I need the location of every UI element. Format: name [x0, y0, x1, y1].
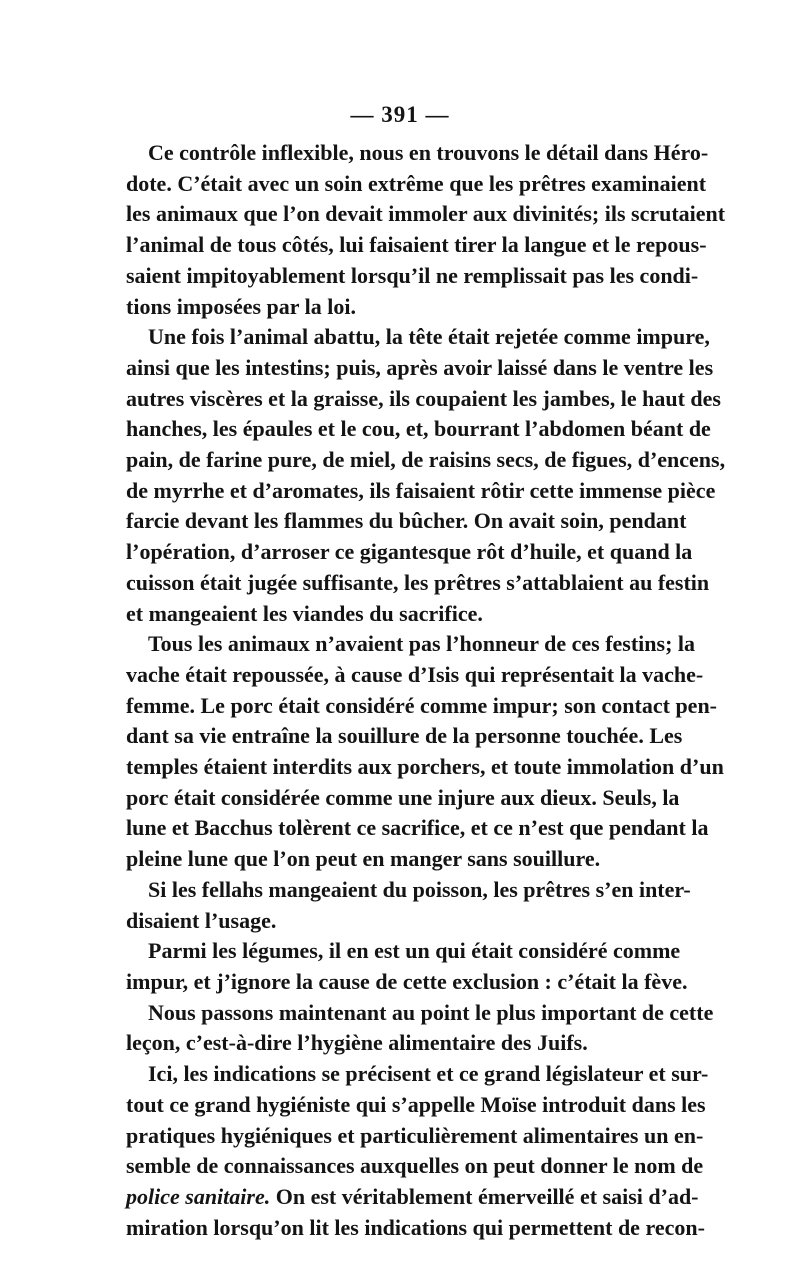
text-line: leçon, c’est-à-dire l’hygiène alimentaire des Juifs.	[126, 1030, 588, 1056]
paragraph-4	[126, 875, 691, 936]
paragraph-5	[126, 936, 688, 997]
paragraph-3	[126, 629, 724, 875]
text-line: Si les fellahs mangeaient du poisson, les prêtres s’en inter-	[148, 876, 691, 902]
text-line: impur, et j’ignore la cause de cette exclusion : c’était la fève.	[126, 968, 688, 994]
text-line: pain, de farine pure, de miel, de raisins secs, de figues, d’encens,	[126, 447, 726, 473]
italic-phrase: police sanitaire.	[126, 1183, 271, 1209]
text-fragment: On est véritablement émerveillé et saisi d’ad-	[270, 1183, 699, 1209]
text-line: femme. Le porc était considéré comme impur; son contact pen-	[126, 692, 718, 718]
text-line: de myrrhe et d’aromates, ils faisaient rôtir cette immense pièce	[126, 477, 716, 503]
text-line: pratiques hygiéniques et particulièrement alimentaires un en-	[126, 1122, 704, 1148]
text-line: cuisson était jugée suffisante, les prêtres s’attablaient au festin	[126, 569, 710, 595]
text-line: Ici, les indications se précisent et ce grand législateur et sur-	[148, 1061, 709, 1087]
text-line: autres viscères et la graisse, ils coupaient les jambes, le haut des	[126, 385, 721, 411]
text-line: ainsi que les intestins; puis, après avoir laissé dans le ventre les	[126, 354, 714, 380]
text-line: disaient l’usage.	[126, 907, 277, 933]
text-line: tout ce grand hygiéniste qui s’appelle Moïse introduit dans les	[126, 1091, 706, 1117]
paragraph-2	[126, 322, 726, 629]
text-line: Une fois l’animal abattu, la tête était rejetée comme impure,	[148, 324, 710, 350]
paragraph-7	[126, 1059, 709, 1243]
text-line: saient impitoyablement lorsqu’il ne remplissait pas les condi-	[126, 262, 699, 288]
text-line: Parmi les légumes, il en est un qui était considéré comme	[148, 938, 681, 964]
text-line: porc était considérée comme une injure aux dieux. Seuls, la	[126, 784, 680, 810]
text-line: farcie devant les flammes du bûcher. On avait soin, pendant	[126, 508, 687, 534]
text-line-mixed	[126, 1182, 699, 1213]
text-line: et mangeaient les viandes du sacrifice.	[126, 600, 483, 626]
paragraph-1	[126, 138, 726, 322]
text-line: hanches, les épaules et le cou, et, bourrant l’abdomen béant de	[126, 416, 711, 442]
text-line: dant sa vie entraîne la souillure de la personne touchée. Les	[126, 723, 683, 749]
body-text	[126, 138, 726, 1243]
text-line: vache était repoussée, à cause d’Isis qui représentait la vache-	[126, 661, 704, 687]
text-line: dote. C’était avec un soin extrême que les prêtres examinaient	[126, 170, 707, 196]
text-line: Tous les animaux n’avaient pas l’honneur de ces festins; la	[148, 631, 696, 657]
paragraph-6	[126, 998, 714, 1059]
text-line: miration lorsqu’on lit les indications qui permettent de recon-	[126, 1214, 705, 1240]
text-line: temples étaient interdits aux porchers, et toute immolation d’un	[126, 754, 724, 780]
text-line: tions imposées par la loi.	[126, 293, 357, 319]
text-line: l’opération, d’arroser ce gigantesque rôt d’huile, et quand la	[126, 539, 693, 565]
text-line: l’animal de tous côtés, lui faisaient tirer la langue et le repous-	[126, 232, 707, 258]
text-line: Ce contrôle inflexible, nous en trouvons le détail dans Héro-	[148, 140, 709, 165]
text-line: semble de connaissances auxquelles on peut donner le nom de	[126, 1153, 704, 1179]
text-line: pleine lune que l’on peut en manger sans souillure.	[126, 846, 601, 872]
page-number: — 391 —	[350, 102, 450, 127]
text-line: les animaux que l’on devait immoler aux divinités; ils scrutaient	[126, 201, 726, 227]
text-line: Nous passons maintenant au point le plus important de cette	[148, 999, 714, 1025]
text-line: lune et Bacchus tolèrent ce sacrifice, et ce n’est que pendant la	[126, 815, 709, 841]
